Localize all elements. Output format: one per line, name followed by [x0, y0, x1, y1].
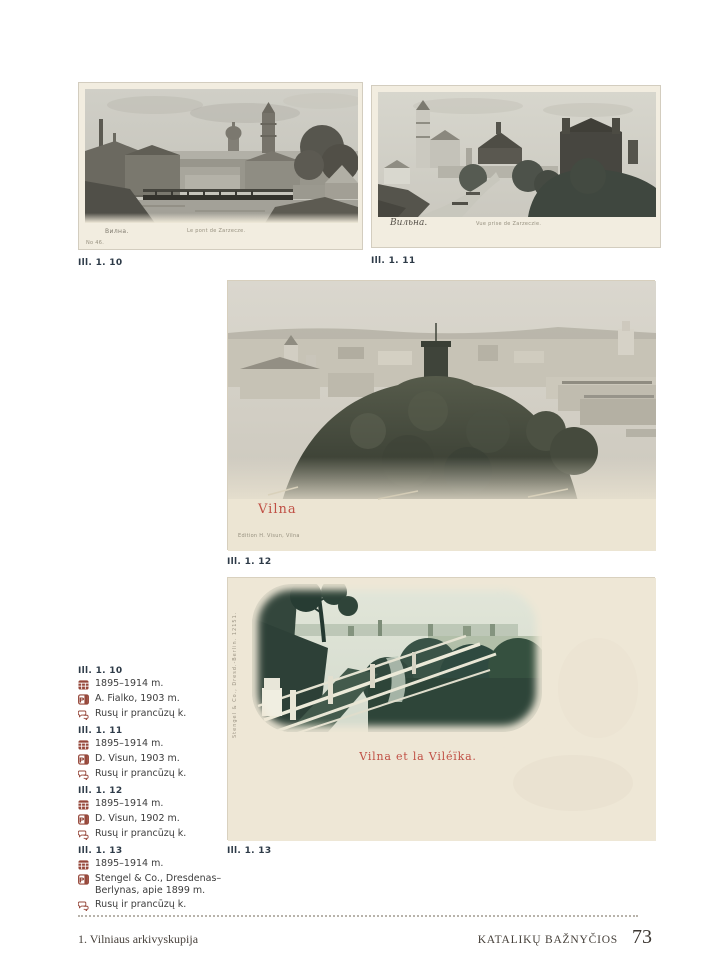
- illustration-caption: Ill. 1. 13: [227, 846, 272, 856]
- postcard-ill-1-13: [227, 577, 655, 840]
- footer-book-title: KATALIKŲ BAŽNYČIOS: [477, 934, 618, 946]
- language-value: Rusų ir prancūzų k.: [95, 899, 187, 910]
- illustration-label: Ill. 1. 12: [78, 786, 123, 796]
- postcard-number: No 46.: [86, 240, 105, 246]
- publisher-value: D. Visun, 1902 m.: [95, 813, 180, 824]
- metadata-entry-ill-1-12: [78, 786, 242, 840]
- language-icon: [78, 829, 89, 840]
- publisher-row: [78, 753, 242, 765]
- language-icon: [78, 709, 89, 720]
- date-value: 1895–1914 m.: [95, 678, 164, 689]
- calendar-icon: [78, 679, 89, 690]
- language-value: Rusų ir prancūzų k.: [95, 828, 187, 839]
- svg-text:P: P: [78, 875, 85, 885]
- language-value: Rusų ir prancūzų k.: [95, 708, 187, 719]
- calendar-icon: [78, 859, 89, 870]
- metadata-entry-ill-1-13: [78, 846, 242, 911]
- date-value: 1895–1914 m.: [95, 738, 164, 749]
- footer-section-title: 1. Vilniaus arkivyskupija: [78, 932, 199, 946]
- language-value: Rusų ir prancūzų k.: [95, 768, 187, 779]
- publisher-row: [78, 873, 242, 896]
- postcard-caption-french: Le pont de Zarzecze.: [187, 228, 246, 234]
- postcard-ill-1-10: [78, 82, 363, 250]
- language-row: [78, 828, 242, 840]
- postcard-photo-bridge: [85, 89, 358, 223]
- date-value: 1895–1914 m.: [95, 858, 164, 869]
- language-row: [78, 708, 242, 720]
- publisher-icon: [78, 694, 89, 705]
- illustration-caption: Ill. 1. 10: [78, 258, 123, 268]
- metadata-panel: [78, 666, 242, 917]
- calendar-icon: [78, 799, 89, 810]
- illustration-label: Ill. 1. 13: [78, 846, 123, 856]
- postcard-city-label: Вилна.: [105, 228, 129, 235]
- postcard-photo-fence: [228, 578, 656, 841]
- date-row: [78, 678, 242, 690]
- publisher-icon: [78, 814, 89, 825]
- illustration-caption: Ill. 1. 11: [371, 256, 416, 266]
- metadata-entry-ill-1-10: [78, 666, 242, 720]
- date-row: [78, 858, 242, 870]
- publisher-value: D. Visun, 1903 m.: [95, 753, 180, 764]
- svg-text:P: P: [78, 815, 85, 825]
- postcard-city-label: Вильна.: [390, 218, 428, 228]
- postcard-imprint: Edition H. Visun, Vilna: [238, 533, 300, 539]
- postcard-imprint: Stengel & Co., Dresd.-Berlin. 12151.: [232, 611, 238, 738]
- publisher-row: [78, 813, 242, 825]
- postcard-caption-french: Vue prise de Zarzeczie.: [476, 221, 542, 227]
- svg-text:P: P: [78, 755, 85, 765]
- illustration-label: Ill. 1. 10: [78, 666, 123, 676]
- publisher-row: [78, 693, 242, 705]
- publisher-icon: [78, 754, 89, 765]
- page-number: 73: [632, 926, 652, 948]
- calendar-icon: [78, 739, 89, 750]
- metadata-entry-ill-1-11: [78, 726, 242, 780]
- illustration-label: Ill. 1. 11: [78, 726, 123, 736]
- postcard-ill-1-11: [371, 85, 661, 248]
- svg-text:P: P: [78, 695, 85, 705]
- footer-dotted-rule: [78, 915, 638, 917]
- language-row: [78, 768, 242, 780]
- date-value: 1895–1914 m.: [95, 798, 164, 809]
- postcard-ill-1-12: [227, 280, 655, 550]
- postcard-photo-river: [378, 92, 656, 217]
- publisher-icon: [78, 874, 89, 885]
- language-icon: [78, 900, 89, 911]
- date-row: [78, 798, 242, 810]
- postcard-title: Vilna: [258, 502, 297, 517]
- language-row: [78, 899, 242, 911]
- language-icon: [78, 769, 89, 780]
- publisher-value: A. Fialko, 1903 m.: [95, 693, 180, 704]
- footer-right: [478, 926, 652, 949]
- date-row: [78, 738, 242, 750]
- publisher-value: Stengel & Co., Dresdenas–Berlynas, apie 1899 m.: [95, 873, 222, 896]
- postcard-title: Vilna et la Viléïka.: [359, 750, 477, 763]
- illustration-caption: Ill. 1. 12: [227, 557, 272, 567]
